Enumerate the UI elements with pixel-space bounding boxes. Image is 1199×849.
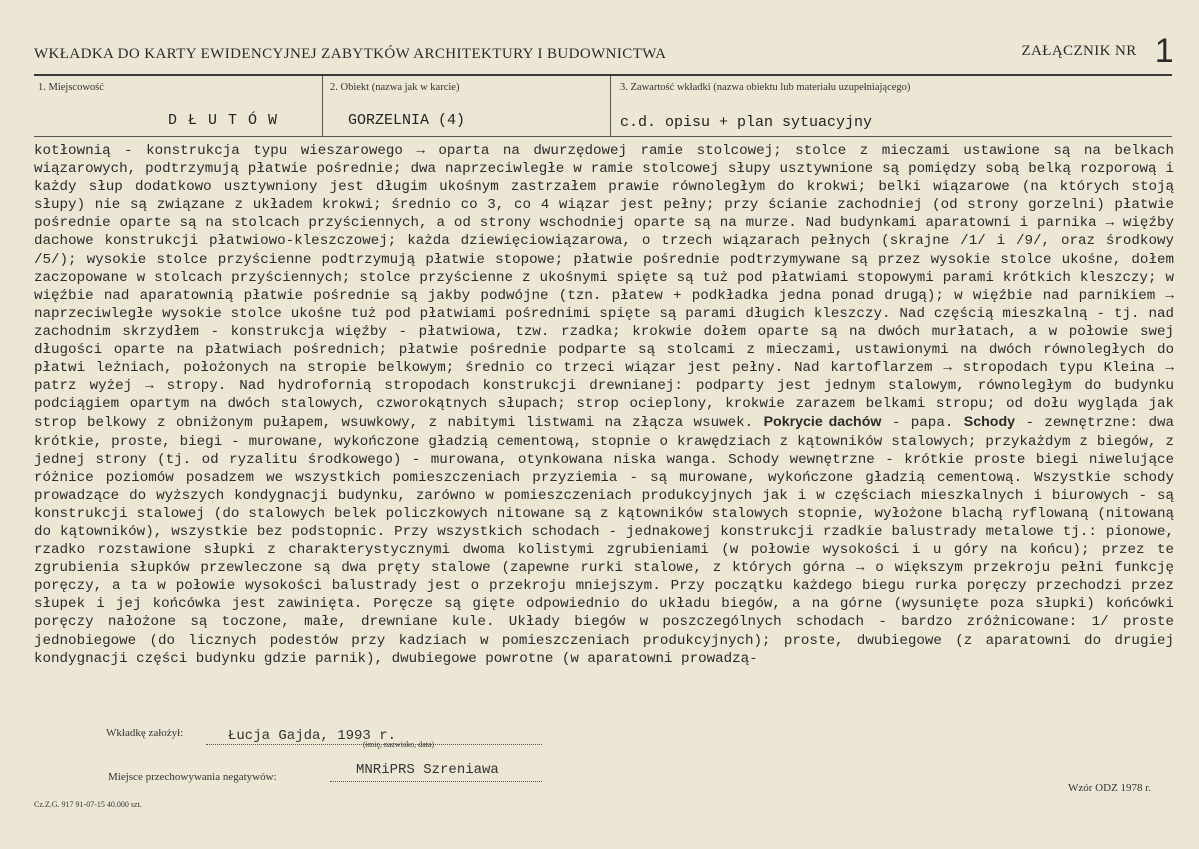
field-divider-1 [322, 76, 323, 136]
author-label: Wkładkę założył: [106, 727, 184, 739]
description-paragraph [34, 142, 1174, 668]
template-label: Wzór ODZ 1978 r. [1068, 782, 1152, 794]
description-part-2: - zewnętrzne: dwa krótkie, proste, biegi - murowane, wykończone gładzią cementową, stopnie o krawędziach z kątowników stalowych; przykażdym z biegów, z jednej strony (tj. od ryzalitu środkowego) - murowana, otynkowana niska wanga. Schody wewnętrzne - krótkie proste biegi niwelujące różnice poziomów posadzem we wszystkich pomieszczeniach przyziemia - są murowane, wykończone gładzią cementową. Wszystkie schody prowadzące do wyższych kondygnacji budynku, zarówno w pomieszczeniach produkcyjnych jak i w częściach mieszkalnych i biurowych - są konstrukcji stalowej (do stalowych belek policzkowych nitowane są z kątowników stalowych stopnie, wyłożone blachą ryflowaną (nitowaną do kątowników), wszystkie bez podstopnic. Przy wszystkich schodach - jednakowej konstrukcji rzadkie balustrady metalowe tj.: pionowe, rzadko rozstawione słupki z charakterystycznymi dwoma kolistymi zgrubieniami (w połowie wysokości i u góry na końcu); przez te zgrubienia słupków przewleczone są dwa pręty stalowe (zapewne rurki stalowe, z których górna → o większym przekroju pełni funkcję poręczy, a ta w połowie wysokości balustrady jest o przekroju mniejszym. Przy początku każdego biegu rurka poręczy przechodzi przez słupek i jej końcówka jest zawinięta. Poręcze są gięte odpowiednio do układu biegów, a na górne (wysunięte poza słupki) końcówki poręczy nałożone są toczone, małe, drewniane kule. Układy biegów w poszczególnych schodach - bardzo zróżnicowane: 1/ proste jednobiegowe (do licznych podestów przy kadziach w pomieszczeniach produkcyjnych); proste, dwubiegowe (z aparatowni do drugiej kondygnacji części budynku gdzie parnik), dwubiegowe powrotne (w aparatowni prowadzą- [34, 415, 1175, 667]
roof-heading: Pokrycie dachów [763, 414, 882, 431]
field-content-label: 3. Zawartość wkładki (nazwa obiektu lub materiału uzupełniającego) [620, 82, 911, 93]
stairs-heading: Schody [963, 414, 1016, 431]
field-object-value: GORZELNIA (4) [348, 112, 466, 129]
description-part-1: kotłownią - konstrukcja typu wieszarowego → oparta na dwurzędowej ramie stolcowej; stolce z mieczami ustawione są na belkach wiązarowych, podtrzymują płatwie pośrednie; dwa naprzeciwległe w ramie stolcowej słupy usztywnione są pomiędzy sobą belką rozporową i każdy słup dodatkowo usztywniony jest długim ukośnym zastrzałem prawie równoległym do krokwi; belki wiązarowe (na których stoją słupy) nie są związane z układem krokwi; średnio co 3, co 4 wiązar jest pełny; przy ścianie zachodniej (od strony gorzelni) płatwie pośrednie oparte są na stolcach przyściennych, a od strony wschodniej oparte są na murze. Nad budynkami aparatowni i parnika → więźby dachowe konstrukcji płatwiowo-kleszczowej; każda dziewięciowiązarowa, o trzech wiązarach pełnych (skrajne /1/ i /9/, oraz środkowy /5/); wysokie stolce przyścienne podtrzymują płatwie stopowe; płatwie pośrednie podtrzymywane są przez wysokie stolce ukośne, dołem zaczopowane w stolcach przyściennych; stolce przyścienne z ukośnymi spięte są tuż pod płatwiami stopowymi parami krótkich kleszczy; w więźbie nad aparatownią płatwie pośrednie są jakby podwójne (tzn. płatew + podkładka jedna ponad drugą); w więźbie nad parnikiem → naprzeciwległe wysokie stolce ukośne tuż pod płatwiami pośrednimi spięte są parami długich kleszczy. Nad częścią mieszkalną - tj. nad zachodnim skrzydłem - konstrukcja więźby - płatwiowa, tzw. rzadka; krokwie dołem oparte są na dwóch murłatach, a w połowie swej długości oparte na płatwiach pośrednich; płatwie pośrednie podparte są stolcami z mieczami, ustawionymi na dwóch równoległych do płatwi leżniach, położonych na stropie belkowym; średnio co trzeci wiązar jest pełny. Nad kartoflarzem → stropodach typu Kleina → patrz wyżej → stropy. Nad hydrofornią stropodach konstrukcji drewnianej: podparty jest jednym stalowym, równoległym do budynku podciągiem opartym na dwóch stalowych, czworokątnych słupach; strop ocieplony, krokwie zarazem belkami stropu; od dołu wygląda jak strop belkowy z obniżonym pułapem, wsuwkowy, z nabitymi listwami na złącza wsuwek. [34, 143, 1174, 432]
author-value: Łucja Gajda, 1993 r. [228, 728, 397, 744]
field-divider-2 [610, 76, 611, 136]
form-header [34, 32, 1174, 70]
header-top-rule [34, 74, 1172, 76]
field-locality-label: 1. Miejscowość [38, 82, 104, 93]
roof-text: - papa. [881, 415, 964, 432]
attachment-number-block [1021, 32, 1174, 71]
negatives-value: MNRiPRS Szreniawa [356, 762, 499, 778]
print-info: Cz.Z.G. 917 91-07-15 40.000 szt. [34, 800, 142, 809]
attachment-label: ZAŁĄCZNIK NR [1021, 43, 1137, 59]
negatives-dotted-line [330, 781, 542, 782]
attachment-number: 1 [1154, 32, 1174, 70]
field-content-value: c.d. opisu + plan sytuacyjny [620, 114, 873, 131]
negatives-label: Miejsce przechowywania negatywów: [108, 771, 277, 783]
form-title: WKŁADKA DO KARTY EWIDENCYJNEJ ZABYTKÓW ARCHITEKTURY I BUDOWNICTWA [34, 46, 667, 62]
author-hint: (imię, nazwisko, data) [363, 740, 435, 749]
field-locality-value: D Ł U T Ó W [168, 112, 279, 129]
field-object-label: 2. Obiekt (nazwa jak w karcie) [330, 82, 460, 93]
description-text [34, 142, 1174, 668]
fields-bottom-rule [34, 136, 1172, 137]
